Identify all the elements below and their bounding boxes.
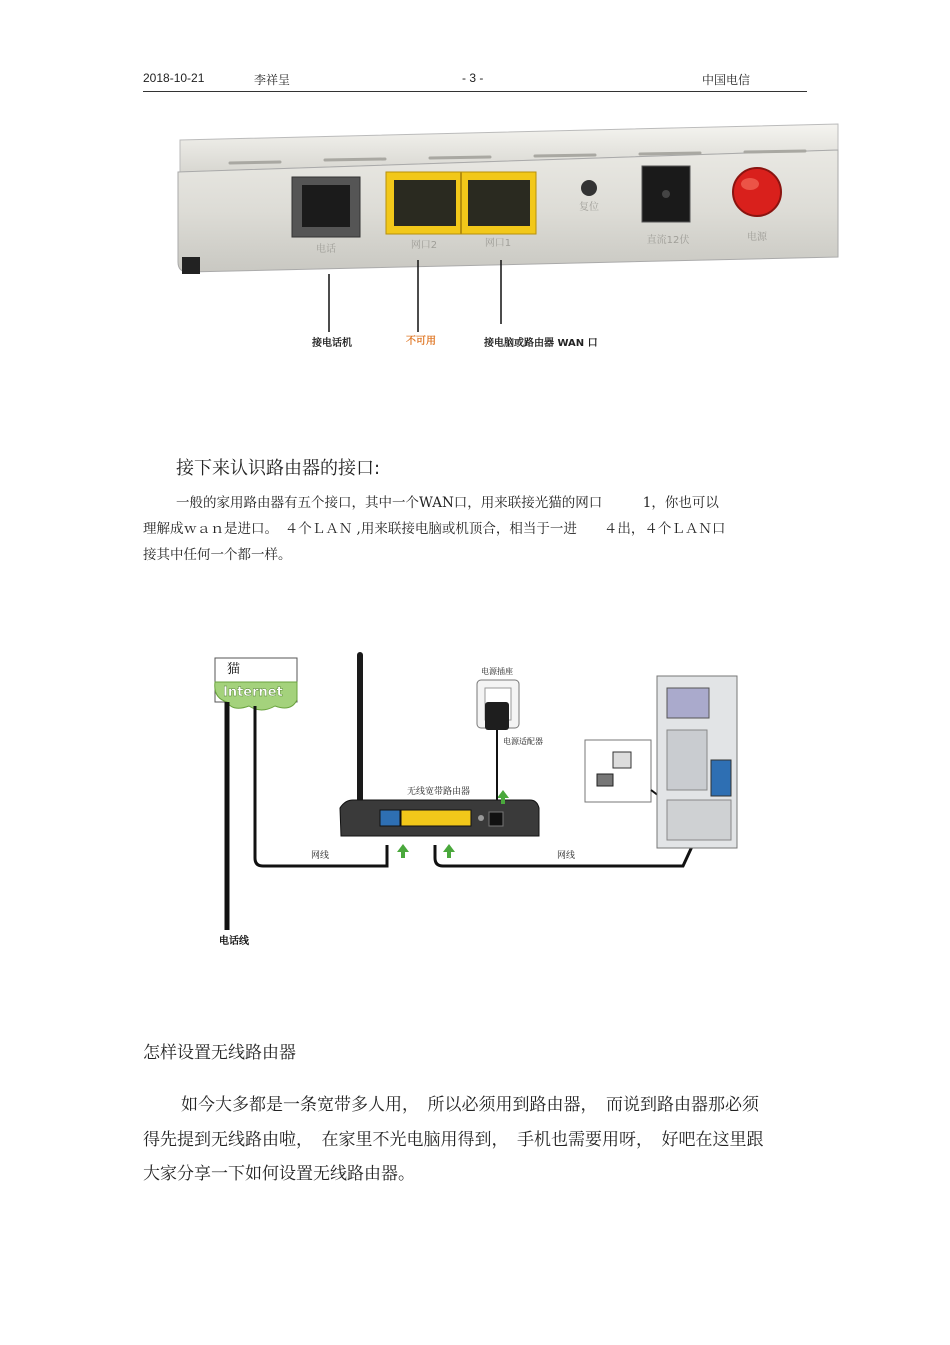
diagram-cable-label-right: 网线 xyxy=(557,851,576,861)
port-label-power: 电源 xyxy=(747,232,767,243)
diagram-phone-line-label: 电话线 xyxy=(219,936,249,947)
port-label-lan2: 网口2 xyxy=(410,240,438,251)
callout-lan1: 接电脑或路由器 WAN 口 xyxy=(484,338,598,349)
header-rule xyxy=(143,91,807,92)
callout-unavailable: 不可用 xyxy=(406,336,436,347)
header-company: 中国电信 xyxy=(702,73,751,87)
diagram-socket-label: 电源插座 xyxy=(481,667,513,676)
callout-phone: 接电话机 xyxy=(312,338,352,349)
router-connection-diagram xyxy=(205,640,750,955)
port-label-phone: 电话 xyxy=(316,244,336,255)
section-heading-wireless-setup: 怎样设置无线路由器 xyxy=(143,1043,296,1063)
diagram-router-label: 无线宽带路由器 xyxy=(407,787,471,797)
section-heading-router-ports: 接下来认识路由器的接口: xyxy=(176,458,381,479)
header-page-number: - 3 - xyxy=(462,71,484,85)
paragraph-router-ports-line-2: 理解成ｗａｎ是进口。 ４个ＬＡＮ ,用来联接电脑或机顶合，相当于一进 ４出，４个ＬＡＮ口 xyxy=(143,521,726,537)
paragraph-router-ports-line-1: 一般的家用路由器有五个接口，其中一个WAN口，用来联接光猫的网口 1，你也可以 xyxy=(176,495,719,511)
port-label-reset: 复位 xyxy=(579,202,599,213)
header-author: 李祥呈 xyxy=(254,73,291,87)
paragraph-wireless-line-3: 大家分享一下如何设置无线路由器。 xyxy=(143,1164,415,1184)
paragraph-wireless-line-2: 得先提到无线路由啦， 在家里不光电脑用得到， 手机也需要用呀， 好吧在这里跟 xyxy=(143,1130,764,1150)
diagram-modem-label: 猫 xyxy=(227,662,241,677)
diagram-adapter-label: 电源适配器 xyxy=(503,737,543,746)
diagram-internet-label: Internet xyxy=(223,685,283,700)
diagram-cable-label-left: 网线 xyxy=(311,851,330,861)
port-label-lan1: 网口1 xyxy=(484,238,512,249)
paragraph-router-ports-line-3: 接其中任何一个都一样。 xyxy=(143,547,292,563)
port-label-dc12v: 直流12伏 xyxy=(646,235,690,246)
paragraph-wireless-line-1: 如今大多都是一条宽带多人用， 所以必须用到路由器， 而说到路由器那必须 xyxy=(181,1095,759,1115)
header-date: 2018-10-21 xyxy=(143,71,205,85)
modem-back-panel-photo xyxy=(170,122,840,407)
